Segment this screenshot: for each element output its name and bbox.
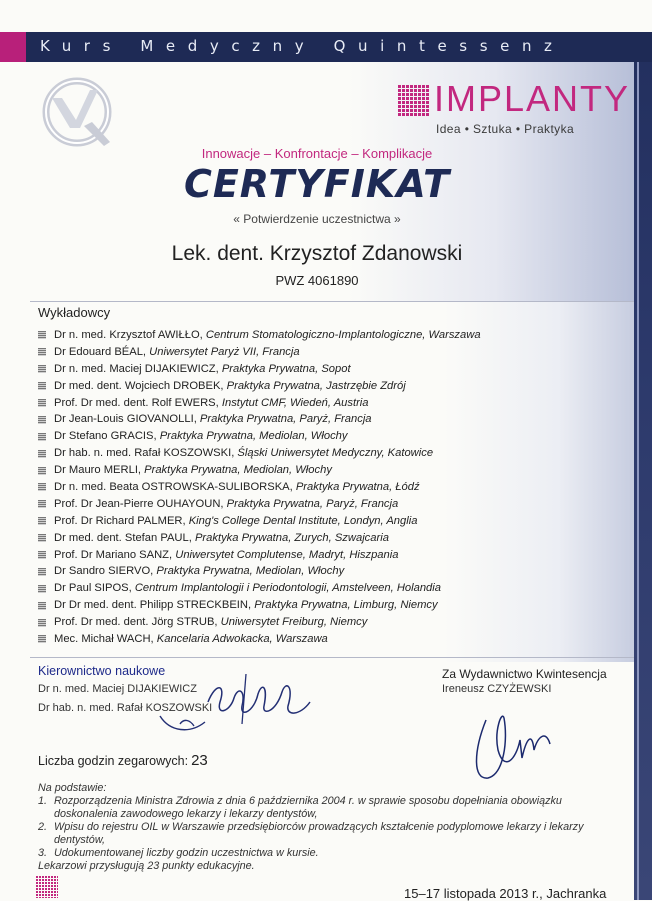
bullet-icon [38,331,46,339]
legal-basis-item [38,795,628,821]
bullet-icon [38,619,46,627]
lecturer-affiliation: Instytut CMF, Wiedeń, Austria [221,396,369,409]
brand-subtitle: Idea • Sztuka • Praktyka [436,122,575,136]
hours-line [38,752,208,769]
legal-basis-number: 1. [38,795,48,807]
lecturer-item [38,530,481,547]
lecturer-name: Prof. Dr med. dent. Jörg STRUB, [54,616,218,629]
lecturer-name: Prof. Dr med. dent. Rolf EWERS, [54,396,219,409]
lecturer-affiliation: Praktyka Prywatna, Jastrzębie Zdrój [226,379,406,392]
bullet-icon [38,382,46,390]
bullet-icon [38,433,46,441]
right-edge-stripe [637,62,639,900]
lecturer-item [38,496,481,513]
lecturer-name: Prof. Dr Richard PALMER, [54,514,186,527]
lecturer-name: Dr hab. n. med. Rafał KOSZOWSKI, [54,447,235,460]
right-edge-bar [634,62,652,900]
lecturer-name: Prof. Dr Mariano SANZ, [54,548,173,561]
divider-bottom [30,657,634,658]
bullet-icon [38,551,46,559]
lecturer-item [38,395,481,412]
lecturer-item [38,411,481,428]
bullet-icon [38,534,46,542]
lecturer-item [38,361,481,378]
bullet-icon [38,365,46,373]
bullet-icon [38,483,46,491]
pwz-number: PWZ 4061890 [275,273,359,288]
lecturer-item [38,479,481,496]
lecturer-item [38,378,481,395]
bullet-icon [38,450,46,458]
lecturer-item [38,344,481,361]
lecturer-affiliation: Centrum Implantologii i Periodontologii, Amstelveen, Holandia [134,582,441,595]
course-title: Kurs Medyczny Quintessenz [40,37,565,55]
bullet-icon [38,500,46,508]
lecturer-name: Dr Jean-Louis GIOVANOLLI, [54,413,197,426]
lecturer-affiliation: Praktyka Prywatna, Łódź [295,481,420,494]
brand-name: IMPLANTY [434,78,631,119]
hours-label: Liczba godzin zegarowych: [38,754,189,768]
lecturer-name: Dr med. dent. Wojciech DROBEK, [54,379,224,392]
divider-top [30,301,634,302]
lecturer-affiliation: Praktyka Prywatna, Mediolan, Włochy [144,464,332,477]
bullet-icon [38,568,46,576]
banner-accent [0,32,26,62]
lecturer-item [38,547,481,564]
legal-basis [38,782,628,873]
lecturer-item [38,445,481,462]
scientific-direction-heading: Kierownictwo naukowe [38,664,166,678]
lecturer-affiliation: Praktyka Prywatna, Paryż, Francja [199,413,372,426]
bullet-icon [38,399,46,407]
lecturer-affiliation: King's College Dental Institute, Londyn, Anglia [188,514,418,527]
lecturer-item [38,428,481,445]
lecturer-name: Mec. Michał WACH, [54,633,154,646]
lecturer-affiliation: Kancelaria Adwokacka, Warszawa [156,633,328,646]
lecturer-item [38,563,481,580]
lecturer-affiliation: Praktyka Prywatna, Paryż, Francja [226,497,399,510]
recipient-name: Lek. dent. Krzysztof Zdanowski [171,242,463,265]
lecturer-item [38,597,481,614]
lecturer-name: Dr Edouard BÉAL, [54,345,147,358]
lecturer-affiliation: Śląski Uniwersytet Medyczny, Katowice [237,447,434,460]
lecturer-name: Dr n. med. Beata OSTROWSKA-SULIBORSKA, [54,481,293,494]
legal-basis-item [38,821,628,847]
lecturer-name: Dr Mauro MERLI, [54,464,142,477]
lecturer-affiliation: Praktyka Prywatna, Mediolan, Włochy [156,565,345,578]
publisher-heading: Za Wydawnictwo Kwintesencja [442,667,607,681]
lecturer-affiliation: Praktyka Prywatna, Zurych, Szwajcaria [194,531,389,544]
lecturer-item [38,631,481,648]
lecturer-name: Dr Paul SIPOS, [54,582,132,595]
event-date-place: 15–17 listopada 2013 r., Jachranka [404,886,607,901]
lecturer-item [38,462,481,479]
lecturer-name: Prof. Dr Jean-Pierre OUHAYOUN, [54,497,224,510]
hours-value: 23 [191,752,208,769]
education-points: Lekarzowi przysługują 23 punkty edukacyjne. [38,860,255,872]
legal-basis-number: 2. [38,821,48,833]
bullet-icon [38,585,46,593]
lecturer-item [38,580,481,597]
legal-basis-text: Udokumentowanej liczby godzin uczestnictwa w kursie. [54,847,319,859]
lecturer-affiliation: Uniwersytet Complutense, Madryt, Hiszpania [175,548,399,561]
lecturer-item [38,513,481,530]
bullet-icon [38,517,46,525]
legal-basis-heading: Na podstawie: [38,782,107,794]
lecturer-affiliation: Centrum Stomatologiczno-Implantologiczne, Warszawa [205,329,481,341]
lecturer-affiliation: Praktyka Prywatna, Sopot [221,362,351,375]
legal-basis-text: Rozporządzenia Ministra Zdrowia z dnia 6 października 2004 r. w sprawie sposobu dopełniania obowiązku doskonalenia zawodowego lekarzy i lekarzy dentystów, [54,795,562,820]
lecturer-affiliation: Praktyka Prywatna, Limburg, Niemcy [254,599,438,612]
lecturer-affiliation: Uniwersytet Freiburg, Niemcy [220,616,368,629]
scientific-director-2: Dr hab. n. med. Rafał KOSZOWSKI [38,702,213,714]
certificate-title: CERTYFIKAT [183,162,451,206]
lecturer-affiliation: Uniwersytet Paryż VII, Francja [149,345,300,358]
lecturer-item [38,327,481,344]
legal-basis-item [38,847,628,860]
legal-basis-number: 3. [38,847,48,859]
bullet-icon [38,602,46,610]
lecturer-affiliation: Praktyka Prywatna, Mediolan, Włochy [159,430,348,443]
lecturer-name: Dr n. med. Maciej DIJAKIEWICZ, [54,362,219,375]
bullet-icon [38,348,46,356]
dot-grid-icon [36,876,58,898]
scientific-director-1: Dr n. med. Maciej DIJAKIEWICZ [38,683,197,695]
lecturer-name: Dr Stefano GRACIS, [54,430,157,443]
dot-grid-icon [398,85,430,117]
event-tagline: Innowacje – Konfrontacje – Komplikacje [201,146,433,161]
course-banner [0,32,652,62]
publisher-signature [464,700,574,790]
scientific-directors-signature [150,672,330,742]
bullet-icon [38,635,46,643]
publisher-representative: Ireneusz CZYŻEWSKI [442,683,552,695]
legal-basis-text: Wpisu do rejestru OIL w Warszawie przedsiębiorców prowadzących kształcenie podyplomowe lekarzy i lekarzy dentystów, [54,821,584,846]
lecturers-list [38,327,481,648]
lecturer-item [38,614,481,631]
lecturer-name: Dr med. dent. Stefan PAUL, [54,531,192,544]
participation-confirmation: « Potwierdzenie uczestnictwa » [233,212,401,226]
quintessence-logo-icon [40,76,114,150]
lecturers-heading: Wykładowcy [38,305,111,320]
lecturer-name: Dr Dr med. dent. Philipp STRECKBEIN, [54,599,252,612]
bullet-icon [38,416,46,424]
bullet-icon [38,467,46,475]
lecturer-name: Dr n. med. Krzysztof AWIŁŁO, [54,329,203,341]
lecturer-name: Dr Sandro SIERVO, [54,565,154,578]
